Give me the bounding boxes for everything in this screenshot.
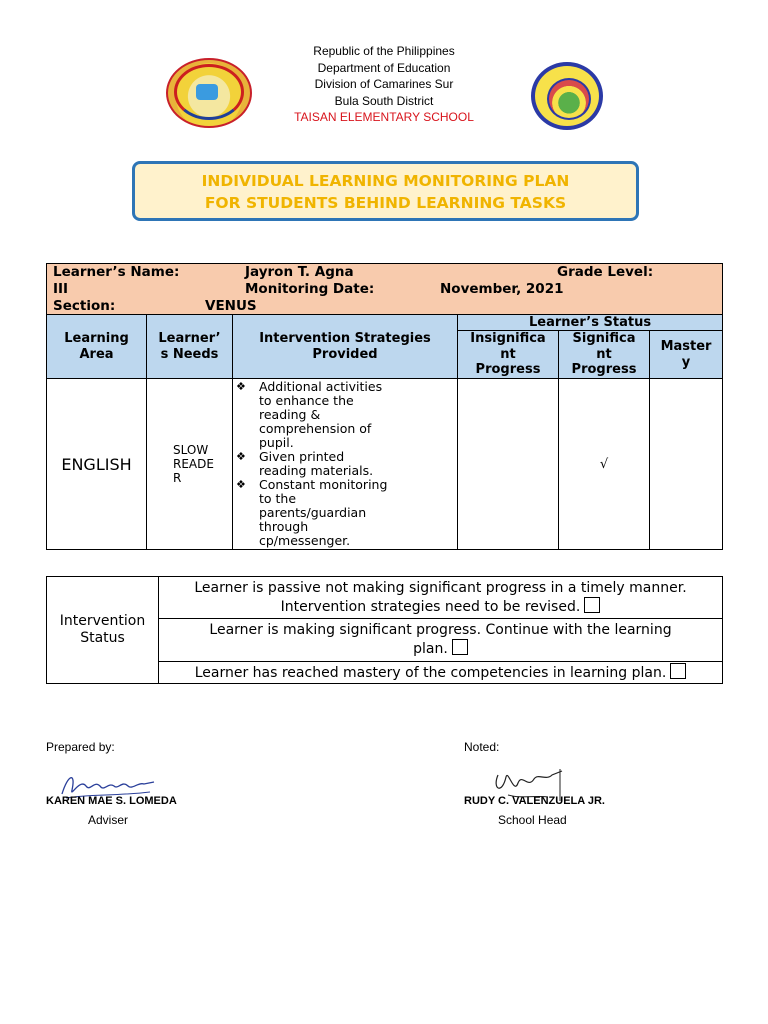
insignificant-progress-cell bbox=[458, 379, 559, 550]
adviser-role: Adviser bbox=[88, 813, 129, 827]
option-line: Learner is passive not making significant progress in a timely manner. bbox=[194, 579, 687, 596]
strategy-item bbox=[236, 477, 447, 548]
status-checkbox[interactable] bbox=[670, 663, 686, 679]
strategy-line: Additional activities bbox=[259, 379, 383, 394]
status-label-line: Intervention bbox=[59, 613, 146, 629]
monitoring-table bbox=[46, 263, 723, 550]
learners-needs-cell bbox=[147, 379, 233, 550]
col-insig-line: Insignifica bbox=[470, 331, 546, 347]
title-line-1: INDIVIDUAL LEARNING MONITORING PLAN bbox=[201, 172, 570, 190]
needs-line: R bbox=[173, 471, 182, 485]
col-mastery bbox=[650, 331, 723, 379]
strategy-line: Given printed bbox=[259, 449, 345, 464]
strategy-line: Constant monitoring bbox=[259, 477, 388, 492]
status-option-revise bbox=[159, 577, 723, 619]
intervention-status-label bbox=[47, 577, 159, 684]
strategy-line: comprehension of bbox=[259, 421, 372, 436]
learning-area-cell: ENGLISH bbox=[47, 379, 147, 550]
col-needs-line: s Needs bbox=[160, 346, 219, 362]
adviser-name: KAREN MAE S. LOMEDA bbox=[46, 795, 177, 807]
significant-progress-cell: √ bbox=[559, 379, 650, 550]
col-insig-line: Progress bbox=[475, 362, 541, 378]
grade-label: Grade Level: bbox=[557, 264, 654, 280]
strategy-line: pupil. bbox=[259, 435, 294, 450]
status-checkbox[interactable] bbox=[584, 597, 600, 613]
table-row bbox=[47, 379, 723, 550]
letterhead-line: Republic of the Philippines bbox=[313, 44, 455, 58]
learner-info bbox=[47, 264, 723, 315]
diamond-bullet-icon: ❖ bbox=[236, 450, 246, 463]
status-label-line: Status bbox=[80, 630, 125, 646]
intervention-status-table bbox=[46, 576, 723, 684]
needs-line: SLOW bbox=[173, 443, 209, 457]
col-sig-line: Progress bbox=[571, 362, 637, 378]
status-option-continue bbox=[159, 619, 723, 662]
section-label: Section: bbox=[53, 298, 116, 314]
strategies-cell bbox=[233, 379, 458, 550]
letterhead-line: Bula South District bbox=[334, 93, 434, 108]
grade-value: III bbox=[53, 281, 69, 297]
needs-line: READE bbox=[173, 457, 214, 471]
school-head-role: School Head bbox=[498, 813, 567, 827]
col-needs-line: Learner’ bbox=[158, 331, 221, 346]
col-learning-area-label: Learning Area bbox=[64, 331, 129, 362]
school-head-name: RUDY C. VALENZUELA JR. bbox=[464, 795, 605, 807]
col-insig-line: nt bbox=[500, 346, 516, 362]
strategy-line: parents/guardian bbox=[259, 505, 367, 520]
strategy-line: through bbox=[259, 519, 309, 534]
option-line: Learner is making significant progress. Continue with the learning bbox=[209, 622, 672, 638]
school-name: TAISAN ELEMENTARY SCHOOL bbox=[294, 110, 474, 124]
mastery-cell bbox=[650, 379, 723, 550]
col-intervention-strategies bbox=[233, 315, 458, 379]
col-learning-area bbox=[47, 315, 147, 379]
col-strategies-line: Provided bbox=[312, 346, 378, 362]
strategy-item bbox=[236, 379, 447, 450]
date-label: Monitoring Date: bbox=[245, 281, 375, 297]
bula-south-district-seal-icon bbox=[166, 58, 252, 128]
date-value: November, 2021 bbox=[440, 281, 564, 297]
prepared-by-label: Prepared by: bbox=[46, 740, 115, 754]
taisan-elementary-school-seal-icon bbox=[531, 62, 603, 130]
learners-status-header: Learner’s Status bbox=[458, 315, 723, 331]
col-mastery-line: Master bbox=[660, 339, 712, 354]
col-sig-line: nt bbox=[596, 346, 612, 362]
option-line: Learner has reached mastery of the competencies in learning plan. bbox=[194, 665, 667, 681]
option-line: Intervention strategies need to be revised. bbox=[280, 598, 581, 615]
option-line: plan. bbox=[413, 641, 448, 657]
status-checkbox[interactable] bbox=[452, 639, 468, 655]
diamond-bullet-icon: ❖ bbox=[236, 380, 246, 393]
strategy-line: to the bbox=[259, 491, 297, 506]
letterhead-line: Division of Camarines Sur bbox=[314, 77, 454, 91]
col-insignificant-progress bbox=[458, 331, 559, 379]
letterhead-line: Department of Education bbox=[317, 60, 451, 75]
letterhead bbox=[255, 43, 513, 126]
name-label: Learner’s Name: bbox=[53, 264, 180, 280]
noted-by-label: Noted: bbox=[464, 740, 500, 754]
diamond-bullet-icon: ❖ bbox=[236, 478, 246, 491]
strategy-line: cp/messenger. bbox=[259, 533, 351, 548]
section-value: VENUS bbox=[205, 298, 257, 314]
document-title-box bbox=[132, 161, 639, 221]
strategy-line: to enhance the bbox=[259, 393, 354, 408]
col-significant-progress bbox=[559, 331, 650, 379]
title-line-2: FOR STUDENTS BEHIND LEARNING TASKS bbox=[204, 194, 567, 212]
col-learners-needs bbox=[147, 315, 233, 379]
col-strategies-line: Intervention Strategies bbox=[259, 331, 431, 346]
col-sig-line: Significa bbox=[572, 331, 636, 347]
status-option-mastery bbox=[159, 662, 723, 684]
col-mastery-line: y bbox=[681, 354, 691, 370]
strategy-item bbox=[236, 449, 447, 478]
strategy-line: reading materials. bbox=[259, 463, 374, 478]
strategy-line: reading & bbox=[259, 407, 321, 422]
name-value: Jayron T. Agna bbox=[245, 264, 354, 280]
